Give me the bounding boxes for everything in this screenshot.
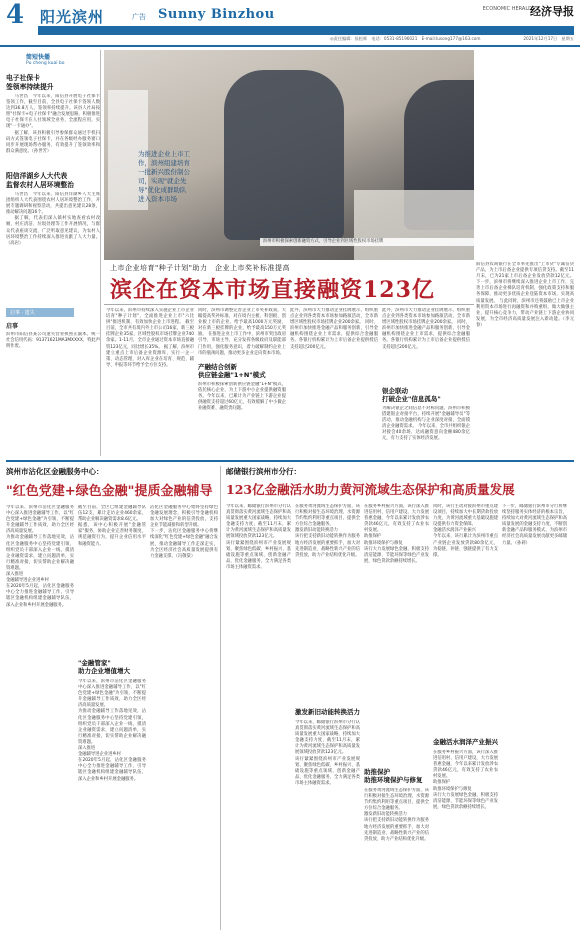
- main-col4-subhead: 银企联动 打破企业"信息孤岛": [382, 387, 441, 403]
- editor-line: ◎责任编辑：侯松辉 电话：0531-85196021 E-mail:lusong177@163.com: [330, 36, 481, 41]
- section-rule: [6, 460, 574, 462]
- notice-body: 滨州市阳信县某公司遗失营业执照正副本，统一社会信用代码：91371621MA3MXXXX，特此声明作废。: [6, 332, 100, 350]
- bl-header: 滨州市沾化区金融服务中心：: [6, 467, 104, 476]
- bl-title: "红色党建+绿色金融"提质金融辅导: [6, 484, 213, 499]
- side-column: [6, 50, 101, 456]
- photo-figure-left: [224, 70, 344, 240]
- br-col2b: 今年以来，邮储银行滨州市分行认真贯彻落实黄河流域生态保护和高质量发展重大国家战略，持续加大金融支持力度，截至11月末，累计为黄河流域生态保护和高质量发展领域投放贷款123亿元。 该行紧紧围绕滨州市产业发展规划，聚焦绿色低碳、乡村振兴、基础设施等重点领域，创新金融产品，优化金融服务，全力满足各类市场主体融资需求。: [295, 720, 360, 786]
- bl-col2b: 今年以来，滨州市沾化区金融服务中心深入推进金融辅导工作，以"红色党建+绿色金融"为引领，不断提升金融辅导工作质效，助力全区经济高质量发展。 为推动金融辅导工作落地见效，沾化区金融服务中心坚持党建引领，组织党员干部深入企业一线，摸清企业融资需求，建立问题清单，实行精准对接，切实帮助企业解决融资难题。 深入推进 金融辅导进企业进乡村 在2020年5月起，沾化区金融服务中心全力推进金融辅导工作，引导辖区金融机构组建金融辅导队伍，深入企业和乡村开展金融服务。: [78, 679, 146, 782]
- side-column-title: 简短快播: [26, 54, 51, 61]
- side-article1-title: 电子社保卡 签领率持续提升: [6, 74, 54, 91]
- br-col4b: 在服务乡村振兴方面，该行深入推进信用村、信用户建设，大力发展普惠金融，今年以来累计发放涉农贷款46亿元，有效支持了农业农村发展。 助推保护 助推环境保护与修复 该行大力发展绿色金融，积极支持清洁能源、节能环保等绿色产业发展，绿色贷款余额持续增长。: [433, 750, 498, 810]
- photo-inset-text: 为推进企业上市工作，滨州组建培育一批新兴股份制公司，实现"就企先导"优化成群助队进入资本市场: [138, 150, 190, 203]
- main-kicker: 上市企业培育"种子计划"助力 企业上市奖补标准提高: [110, 264, 290, 272]
- main-col4-text-top: 此外，滨州市大力推动企业挂牌展示，组织重点企业到各类资本市场参加路演活动，全市新增区域性股权市场挂牌企业200余家。 同时，滨州市加快推进金融产品和服务创新，引导金融机构围绕企业上市需求，提供综合金融服务。各银行机构累计为上市后备企业提供授信支持超过200亿元。: [382, 308, 470, 350]
- bl-col1: 今年以来，滨州市沾化区金融服务中心深入推进金融辅导工作，以"红色党建+绿色金融"为引领，不断提升金融辅导工作质效，助力全区经济高质量发展。 为推动金融辅导工作落地见效，沾化区金融服务中心坚持党建引领，组织党员干部深入企业一线，摸清企业融资需求，建立问题清单，实行精准对接，切实帮助企业解决融资难题。 深入推进 金融辅导进企业进乡村 在2020年5月起，沾化区金融服务中心全力推进金融辅导工作，引导辖区金融机构组建金融辅导队伍，深入企业和乡村开展金融服务。: [6, 505, 74, 608]
- bl-col2-subhead: "金融管家" 助力企业增值增大: [78, 659, 130, 675]
- section-title-en: Sunny Binzhou: [158, 7, 275, 22]
- side-article2-body: [6, 192, 100, 302]
- main-col3: 此外，滨州市大力推动企业挂牌展示，组织重点企业到各类资本市场参加路演活动，全市新增区域性股权市场挂牌企业200余家。 同时，滨州市加快推进金融产品和服务创新，引导金融机构围绕企业上市需求，提供综合金融服务。各银行机构累计为上市后备企业提供授信支持超过200亿元。: [290, 308, 378, 350]
- main-col4-text: 为解决银企之间信息不对称问题，滨州市积极搭建银企对接平台，持续开展"金融辅导员"等活动，推动金融机构与企业深度对接，全面摸清企业融资需求。 今年以来，全市共组织银企对接会40余场，达成融资意向金额480余亿元，有力支持了实体经济发展。: [382, 406, 470, 442]
- br-col4: 同时，该行主动对接滨州市重点建设项目，持续加大中长期贷款投放力度，为黄河流域重大基础设施建设提供有力资金保障。 金融活水润泽产业振兴 今年以来，该行累计为滨州市重点产业链企业发放贷款80余亿元，为稳链、补链、强链提供了有力支撑。: [433, 504, 498, 558]
- side-article1-body: [6, 94, 100, 168]
- issue-date: 2021年12月17日 星期五: [523, 36, 574, 41]
- main-col1: 今年以来，滨州市持续深入实施企业上市企业培育"种子计划"，全面推进企业上市"六比拼"推进机制，有效加快企业上市进程。 截至目前，全市共有境内外上市公司16家，新三板挂牌企业35家，区域性股权市场挂牌企业740余家。1-11月，全市企业通过资本市场直接融资123亿元，同比增长35%。 据了解，滨州市建立重点上市后备企业资源库，实行一企一策、动态管理，对入库企业在培育、规范、辅导、申报等环节给予全方位支持。: [106, 308, 194, 368]
- bl-col3: 沾化区金融服务中心始终坚持绿色金融发展理念，积极引导金融机构加大对绿色产业的信贷投放，支持企业节能减排和转型升级。 下一步，沾化区金融服务中心将继续深化"红色党建+绿色金融"融合发展，推动金融辅导工作走深走实，为全区经济社会高质量发展提供有力金融支撑。（冯敬棠）: [150, 505, 218, 559]
- contact-text: (总)主编辑：孔凡 邮编：256600 电话：0543-3132277 13305438481 E-mail：jjdbbz@163.com: [44, 38, 250, 43]
- br-col4-subhead: 金融活水润泽产业振兴: [433, 738, 498, 746]
- ad-label: 广告: [132, 13, 146, 21]
- main-col2-subhead: 产融结合创新 供应链金融"1+N"模式: [198, 363, 266, 379]
- header-rule: [0, 45, 580, 47]
- side-article2-para1: 马世昌 今年以来，阳信县洋湖乡人大主席团组织人大代表围绕农村人居环境整治工作，开展专题调研和视察活动，共提出意见建议28条，推动解决问题16个。: [6, 192, 100, 216]
- photo-caption: 滨州市积极探索创新融资方式，引导企业到区域性股权市场挂牌: [260, 238, 576, 246]
- econ-herald-en: ECONOMIC HERALD: [482, 6, 532, 12]
- side-column-title-en: Pu cheng kuai bo: [26, 61, 65, 66]
- notice-label: 启事 · 遗失: [6, 308, 74, 317]
- page-number: 4: [6, 0, 25, 30]
- section-title: 阳光滨州: [40, 8, 105, 26]
- br-col3b: 在服务黄河流域生态保护方面，该行积极对接生态环境治理、水资源节约集约利用等重点项目，提供全方位综合金融服务。 激发新旧动能转换活力 该行把支持新旧动能转换作为服务地方经济发展的重要抓手，加大对先进制造业、战略性新兴产业的信贷投放，助力产业结构优化升级。: [364, 788, 429, 842]
- side-article2-title: 阳信洋湖乡人大代表 监督农村人居环境整治: [6, 172, 74, 189]
- br-col2-subhead: 激发新旧动能转换活力: [295, 708, 360, 716]
- br-col1: 今年以来，邮储银行滨州市分行认真贯彻落实黄河流域生态保护和高质量发展重大国家战略，持续加大金融支持力度，截至11月末，累计为黄河流域生态保护和高质量发展领域投放贷款123亿元。 该行紧紧围绕滨州市产业发展规划，聚焦绿色低碳、乡村振兴、基础设施等重点领域，创新金融产品，优化金融服务，全力满足各类市场主体融资需求。: [226, 504, 291, 570]
- main-col2-text2: 滨州市积极探索创新供应链金融"1+N"模式，依托核心企业，为上下游中小企业提供融资服务。今年以来，已累计为产业链上下游企业提供融资支持超过60亿元，有效缓解了中小微企业融资难、融资贵问题。: [198, 382, 286, 412]
- br-header: 邮储银行滨州市分行：: [226, 467, 301, 476]
- main-col2-text: 同时，滨州市调整完善企业上市奖补政策，大幅提高奖补标准，对在境内主板、科创板、创业板上市的企业，给予最高1000万元奖励，对在新三板挂牌的企业，给予最高150万元奖励。 在推进企业上市工作中，滨州市突出政府引导、市场主导，充分发挥各级政府及职能部门作用，强化服务意识，着力破解制约企业上市的瓶颈问题，推动更多企业走向资本市场。: [198, 308, 286, 356]
- side-article1-para2: 据了解，该县积极引导参保群众通过手机扫码方式签领电子社保卡，并在各级经办服务窗口同步开展现场帮办服务，有效提升了签领效率和群众满意度。（孙世芳）: [6, 130, 100, 154]
- newspaper-name: 经济导报: [530, 5, 574, 18]
- main-col5-text: 阳信县农商银行在全市率先推出"上市贷"专属信贷产品，为上市后备企业提供专项信贷支持。截至11月末，已为21家上市后备企业发放贷款12亿元。 下一步，滨州市将继续深入推进企业上市工作，完善上市后备企业梯队培育机制，强化政策支持和服务保障，推动更多优质企业登陆资本市场，实现高质量发展。 与此同时，滨州市还将鼓励已上市企业利用资本市场进行再融资和并购重组，做大做强主业，提升核心竞争力，带动产业链上下游企业协同发展，为全市经济高质量发展注入新动能。（李元春）: [476, 262, 574, 328]
- br-col3: 在服务乡村振兴方面，该行深入推进信用村、信用户建设，大力发展普惠金融，今年以来累计发放涉农贷款46亿元，有效支持了农业农村发展。 助推保护 助推环境保护与修复 该行大力发展绿色金融，积极支持清洁能源、节能环保等绿色产业发展，绿色贷款余额持续增长。: [364, 504, 429, 564]
- bl-col2: 截至目前，全区已组建金融辅导队伍12支，累计走访企业460余家，帮助企业解决融资需求8.6亿元。 据悉，该中心积极开展"金融管家"服务，协助企业完善财务制度，规范融资行为，提升企业信用水平和融资能力。: [78, 505, 146, 547]
- notice-title: 启事: [6, 323, 19, 330]
- br-col3-subhead: 助推保护 助推环境保护与修复: [364, 768, 423, 784]
- br-col2: 在服务黄河流域生态保护方面，该行积极对接生态环境治理、水资源节约集约利用等重点项目，提供全方位综合金融服务。 激发新旧动能转换活力 该行把支持新旧动能转换作为服务地方经济发展的重要抓手，加大对先进制造业、战略性新兴产业的信贷投放，助力产业结构优化升级。: [295, 504, 360, 558]
- main-col2: [198, 308, 286, 456]
- bottom-right-article: [226, 466, 574, 930]
- side-article2-para2: 据了解，代表们深入镇村实地查看农村改厕、村庄清洁、垃圾处理等工作开展情况，与群众代表座谈交流，广泛听取意见建议，为农村人居环境整治工作持续深入推进贡献了人大力量。（高岩）: [6, 216, 100, 246]
- side-article1-para1: 马世昌 今年以来，阳信县开展电子社保卡签领工作，截至目前，全县电子社保卡签领人数达到36.8万人，签领率持续提升。该县人社局按照"社保卡+电子社保卡"融合发展思路，积极推进电子社保卡在人社领域全业务、全流程应用，实现"一卡通办"。: [6, 94, 100, 130]
- main-headline: 滨企在资本市场直接融资123亿: [110, 277, 435, 303]
- main-col4: [382, 308, 470, 456]
- bottom-left-article: [6, 466, 221, 930]
- br-col5: 下一步，邮储银行滨州市分行将继续坚持服务实体经济的根本宗旨，持续加大对黄河流域生态保护和高质量发展的金融支持力度，不断创新金融产品和服务模式，为滨州市经济社会高质量发展贡献更多邮储力量。（孙莉）: [502, 504, 567, 546]
- br-title: 123亿金融活水助力黄河流域生态保护和高质量发展: [226, 482, 515, 497]
